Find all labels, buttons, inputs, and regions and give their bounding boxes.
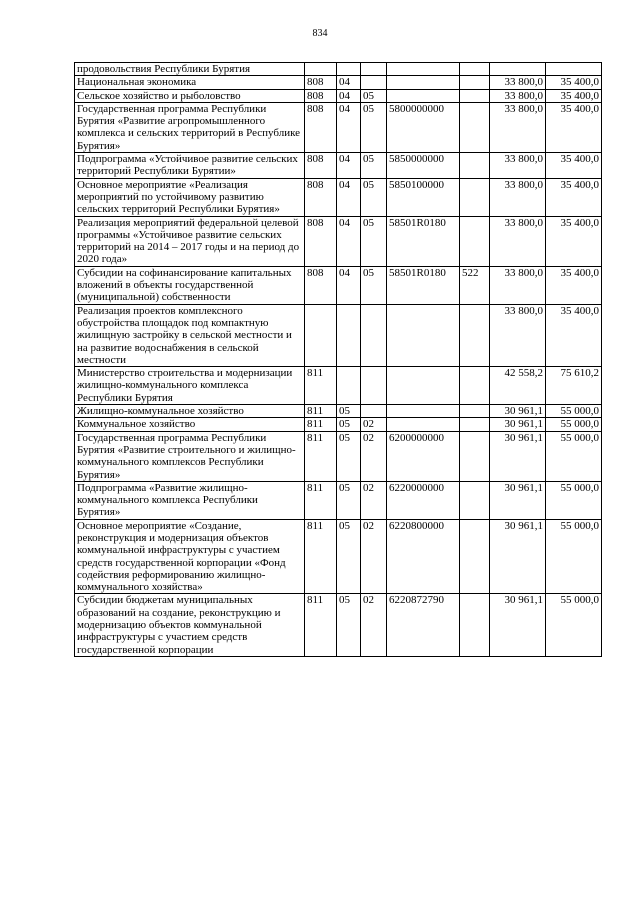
amount-year1-cell: 33 800,0	[490, 266, 546, 304]
target-article-cell: 58501R0180	[387, 266, 460, 304]
table-body	[75, 63, 602, 657]
table-row	[75, 102, 602, 152]
table-row	[75, 153, 602, 179]
amount-year1-cell: 33 800,0	[490, 89, 546, 102]
row-name-cell: Реализация проектов комплексного обустройства площадок под компактную жилищную застройку в сельской местности и на развитие водоснабжения в сельской местности	[75, 304, 305, 366]
row-name-cell: Жилищно-коммунальное хозяйство	[75, 405, 305, 418]
amount-year2-cell: 35 400,0	[546, 216, 602, 266]
target-article-cell	[387, 405, 460, 418]
table-row	[75, 481, 602, 519]
amount-year1-cell: 33 800,0	[490, 102, 546, 152]
amount-year2-cell: 35 400,0	[546, 76, 602, 89]
amount-year2-cell: 75 610,2	[546, 367, 602, 405]
table-row	[75, 519, 602, 594]
subsection-code-cell: 02	[361, 418, 387, 431]
row-name-cell: Субсидии на софинансирование капитальных вложений в объекты государственной (муниципальной) собственности	[75, 266, 305, 304]
subsection-code-cell: 05	[361, 178, 387, 216]
amount-year2-cell: 55 000,0	[546, 481, 602, 519]
expense-type-cell	[460, 405, 490, 418]
expense-type-cell	[460, 153, 490, 179]
ministry-code-cell: 811	[305, 519, 337, 594]
ministry-code-cell: 808	[305, 178, 337, 216]
amount-year1-cell: 33 800,0	[490, 153, 546, 179]
amount-year2-cell: 35 400,0	[546, 102, 602, 152]
target-article-cell	[387, 304, 460, 366]
subsection-code-cell	[361, 63, 387, 76]
amount-year2-cell: 55 000,0	[546, 405, 602, 418]
subsection-code-cell	[361, 367, 387, 405]
target-article-cell: 58501R0180	[387, 216, 460, 266]
target-article-cell: 5850000000	[387, 153, 460, 179]
row-name-cell: Коммунальное хозяйство	[75, 418, 305, 431]
expense-type-cell	[460, 431, 490, 481]
table-row	[75, 418, 602, 431]
subsection-code-cell: 05	[361, 266, 387, 304]
ministry-code-cell: 811	[305, 431, 337, 481]
amount-year1-cell: 33 800,0	[490, 178, 546, 216]
amount-year1-cell: 33 800,0	[490, 216, 546, 266]
amount-year2-cell: 55 000,0	[546, 519, 602, 594]
expense-type-cell	[460, 76, 490, 89]
ministry-code-cell: 811	[305, 418, 337, 431]
amount-year2-cell	[546, 63, 602, 76]
amount-year1-cell: 30 961,1	[490, 519, 546, 594]
amount-year1-cell: 30 961,1	[490, 481, 546, 519]
row-name-cell: Государственная программа Республики Бурятия «Развитие агропромышленного комплекса и сельских территорий в Республике Бурятия»	[75, 102, 305, 152]
table-row	[75, 367, 602, 405]
section-code-cell	[337, 304, 361, 366]
section-code-cell: 04	[337, 178, 361, 216]
table-row	[75, 304, 602, 366]
ministry-code-cell: 808	[305, 216, 337, 266]
target-article-cell	[387, 63, 460, 76]
expense-type-cell	[460, 63, 490, 76]
budget-table	[74, 62, 602, 657]
table-row	[75, 76, 602, 89]
row-name-cell: Подпрограмма «Устойчивое развитие сельских территорий Республики Бурятии»	[75, 153, 305, 179]
ministry-code-cell: 808	[305, 76, 337, 89]
section-code-cell: 05	[337, 431, 361, 481]
table-row	[75, 216, 602, 266]
ministry-code-cell	[305, 304, 337, 366]
subsection-code-cell: 02	[361, 431, 387, 481]
row-name-cell: Национальная экономика	[75, 76, 305, 89]
row-name-cell: Министерство строительства и модернизации жилищно-коммунального комплекса Республики Бурятия	[75, 367, 305, 405]
row-name-cell: Субсидии бюджетам муниципальных образований на создание, реконструкцию и модернизацию объектов коммунальной инфраструктуры с участием средств государственной корпорации	[75, 594, 305, 656]
expense-type-cell	[460, 367, 490, 405]
target-article-cell	[387, 418, 460, 431]
section-code-cell: 04	[337, 89, 361, 102]
ministry-code-cell: 808	[305, 153, 337, 179]
amount-year1-cell	[490, 63, 546, 76]
section-code-cell	[337, 63, 361, 76]
subsection-code-cell: 05	[361, 216, 387, 266]
subsection-code-cell: 05	[361, 153, 387, 179]
section-code-cell: 05	[337, 481, 361, 519]
amount-year2-cell: 35 400,0	[546, 266, 602, 304]
target-article-cell: 6220872790	[387, 594, 460, 656]
target-article-cell: 6200000000	[387, 431, 460, 481]
subsection-code-cell: 02	[361, 519, 387, 594]
amount-year1-cell: 33 800,0	[490, 304, 546, 366]
subsection-code-cell	[361, 76, 387, 89]
subsection-code-cell	[361, 405, 387, 418]
row-name-cell: Основное мероприятие «Реализация мероприятий по устойчивому развитию сельских территорий Республики Бурятия»	[75, 178, 305, 216]
row-name-cell: Государственная программа Республики Бурятия «Развитие строительного и жилищно-коммунального комплексов Республики Бурятия»	[75, 431, 305, 481]
ministry-code-cell: 811	[305, 405, 337, 418]
table-row	[75, 405, 602, 418]
subsection-code-cell: 05	[361, 102, 387, 152]
expense-type-cell	[460, 304, 490, 366]
table-row	[75, 431, 602, 481]
section-code-cell: 05	[337, 594, 361, 656]
section-code-cell: 04	[337, 153, 361, 179]
section-code-cell: 04	[337, 266, 361, 304]
expense-type-cell	[460, 102, 490, 152]
expense-type-cell	[460, 594, 490, 656]
section-code-cell: 04	[337, 216, 361, 266]
expense-type-cell	[460, 519, 490, 594]
amount-year2-cell: 55 000,0	[546, 431, 602, 481]
subsection-code-cell: 02	[361, 481, 387, 519]
table-row	[75, 89, 602, 102]
section-code-cell: 04	[337, 102, 361, 152]
target-article-cell	[387, 89, 460, 102]
amount-year2-cell: 55 000,0	[546, 594, 602, 656]
target-article-cell: 5800000000	[387, 102, 460, 152]
section-code-cell: 05	[337, 519, 361, 594]
ministry-code-cell: 811	[305, 594, 337, 656]
row-name-cell: Сельское хозяйство и рыболовство	[75, 89, 305, 102]
section-code-cell	[337, 367, 361, 405]
table-row	[75, 266, 602, 304]
expense-type-cell	[460, 216, 490, 266]
section-code-cell: 05	[337, 418, 361, 431]
row-name-cell: Реализация мероприятий федеральной целевой программы «Устойчивое развитие сельских территорий на 2014 – 2017 годы и на период до 2020 года»	[75, 216, 305, 266]
expense-type-cell	[460, 178, 490, 216]
target-article-cell: 6220000000	[387, 481, 460, 519]
target-article-cell: 6220800000	[387, 519, 460, 594]
expense-type-cell	[460, 89, 490, 102]
amount-year1-cell: 30 961,1	[490, 594, 546, 656]
table-row	[75, 178, 602, 216]
page-number: 834	[312, 28, 328, 39]
target-article-cell	[387, 76, 460, 89]
amount-year1-cell: 30 961,1	[490, 418, 546, 431]
amount-year2-cell: 35 400,0	[546, 153, 602, 179]
ministry-code-cell: 811	[305, 367, 337, 405]
row-name-cell: Подпрограмма «Развитие жилищно-коммунального комплекса Республики Бурятия»	[75, 481, 305, 519]
amount-year2-cell: 35 400,0	[546, 304, 602, 366]
row-name-cell: Основное мероприятие «Создание, реконструкция и модернизация объектов коммунальной инфраструктуры с участием средств государственной корпорации «Фонд содействия реформированию жилищно-коммунального хозяйства»	[75, 519, 305, 594]
ministry-code-cell: 811	[305, 481, 337, 519]
amount-year1-cell: 30 961,1	[490, 431, 546, 481]
row-name-cell: продовольствия Республики Бурятия	[75, 63, 305, 76]
subsection-code-cell: 05	[361, 89, 387, 102]
table-row	[75, 63, 602, 76]
amount-year1-cell: 42 558,2	[490, 367, 546, 405]
target-article-cell: 5850100000	[387, 178, 460, 216]
ministry-code-cell: 808	[305, 266, 337, 304]
expense-type-cell	[460, 481, 490, 519]
ministry-code-cell: 808	[305, 89, 337, 102]
amount-year1-cell: 33 800,0	[490, 76, 546, 89]
expense-type-cell	[460, 418, 490, 431]
amount-year2-cell: 35 400,0	[546, 89, 602, 102]
subsection-code-cell	[361, 304, 387, 366]
target-article-cell	[387, 367, 460, 405]
amount-year1-cell: 30 961,1	[490, 405, 546, 418]
subsection-code-cell: 02	[361, 594, 387, 656]
amount-year2-cell: 55 000,0	[546, 418, 602, 431]
section-code-cell: 04	[337, 76, 361, 89]
expense-type-cell: 522	[460, 266, 490, 304]
amount-year2-cell: 35 400,0	[546, 178, 602, 216]
ministry-code-cell: 808	[305, 102, 337, 152]
ministry-code-cell	[305, 63, 337, 76]
section-code-cell: 05	[337, 405, 361, 418]
table-row	[75, 594, 602, 656]
